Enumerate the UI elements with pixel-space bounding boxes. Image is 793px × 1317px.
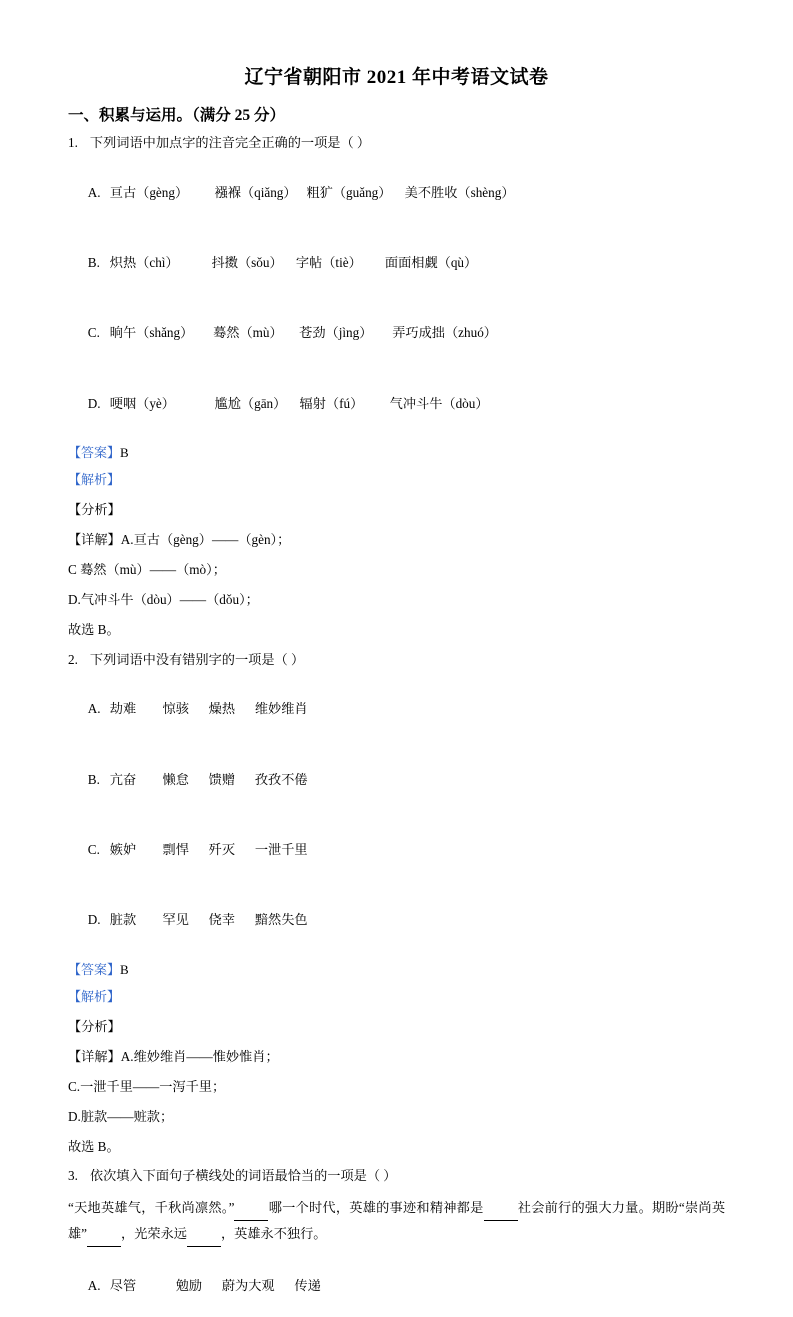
option-label: A.: [87, 184, 101, 200]
passage-part: ，英雄永不独行。: [220, 1225, 327, 1241]
option-label: D.: [87, 395, 101, 411]
option-row: [68, 301, 725, 364]
question-1-detail-line: 故选 B。: [68, 622, 120, 638]
question-1-options: [68, 160, 725, 435]
question-2-stem: [68, 650, 725, 670]
passage-part: “天地英雄气，千秋尚凛然。”: [68, 1199, 235, 1215]
option-text: 尽管 勉励 蔚为大观 传递: [109, 1277, 321, 1293]
option-row: [68, 1254, 725, 1317]
option-label: B.: [87, 254, 100, 270]
question-2-options: [68, 677, 725, 952]
option-row: [68, 372, 725, 435]
question-3-text: 依次填入下面句子横线处的词语最恰当的一项是（ ）: [89, 1168, 397, 1184]
option-text: 晌午（shǎng） 蓦然（mù） 苍劲（jìng） 弄巧成拙（zhuó）: [109, 325, 497, 341]
section-heading: 一、积累与运用。（满分 25 分）: [68, 107, 286, 124]
option-label: D.: [87, 912, 101, 928]
answer-tag: 【答案】: [68, 444, 121, 460]
question-2-fenxi-tag: 【分析】: [68, 1018, 121, 1034]
question-3-stem: [68, 1166, 725, 1186]
question-1-text: 下列词语中加点字的注音完全正确的一项是（ ）: [89, 135, 371, 150]
option-row: [68, 818, 725, 881]
question-3-options: [68, 1254, 725, 1317]
passage-part: ，光荣永远: [121, 1225, 187, 1241]
answer-tag: 【答案】: [68, 961, 121, 977]
blank-line: [187, 1221, 221, 1247]
question-1-answer: [68, 443, 725, 463]
answer-value: B: [120, 961, 129, 977]
question-1-number: 1.: [68, 135, 78, 150]
option-text: 劫难 惊骇 燥热 维妙维肖: [109, 701, 308, 717]
question-2-detail-line: 故选 B。: [68, 1139, 120, 1155]
question-1-fenxi-tag: 【分析】: [68, 501, 121, 517]
passage-part: 哪一个时代，英雄的事迹和精神都是: [268, 1199, 484, 1215]
option-row: [68, 888, 725, 951]
question-2-detail-line: C.一泄千里——一泻千里；: [68, 1078, 226, 1094]
question-3-passage: [68, 1195, 725, 1247]
option-label: B.: [87, 771, 100, 787]
option-row: [68, 160, 725, 223]
question-1-stem: [68, 133, 725, 153]
blank-line: [87, 1221, 121, 1247]
passage-part: 盼“崇尚英雄”: [68, 1199, 726, 1241]
blank-line: [234, 1195, 268, 1221]
page-title: 辽宁省朝阳市 2021 年中考语文试卷: [244, 67, 549, 88]
option-row: [68, 231, 725, 294]
question-2-analysis-tag: 【解析】: [68, 989, 121, 1005]
passage-part: 社会前行的强大力量。期: [517, 1199, 666, 1215]
question-1-detail-line: D.气冲斗牛（dòu）——（dǒu）；: [68, 592, 259, 608]
option-label: C.: [87, 325, 100, 341]
option-text: 嫉妒 剽悍 歼灭 一泄千里: [109, 841, 308, 857]
option-row: [68, 747, 725, 810]
question-3-number: 3.: [68, 1168, 78, 1184]
question-2-number: 2.: [68, 651, 78, 667]
option-text: 炽热（chì） 抖擞（sǒu） 字帖（tiè） 面面相觑（qù）: [109, 254, 478, 270]
option-label: A.: [87, 1277, 101, 1293]
question-1-analysis-tag: 【解析】: [68, 472, 121, 488]
question-2-answer: [68, 960, 725, 980]
option-label: A.: [87, 701, 101, 717]
blank-line: [484, 1195, 518, 1221]
option-row: [68, 677, 725, 740]
question-2-text: 下列词语中没有错别字的一项是（ ）: [89, 651, 305, 667]
option-text: 哽咽（yè） 尴尬（gān） 辐射（fú） 气冲斗牛（dòu）: [109, 395, 489, 411]
question-1-detail-line: C 蓦然（mù）——（mò）；: [68, 562, 226, 578]
option-text: 亘古（gèng） 襁褓（qiǎng） 粗犷（guǎng） 美不胜收（shèng）: [109, 184, 515, 200]
question-2-detail-line: 【详解】A.维妙维肖——惟妙惟肖；: [68, 1048, 279, 1064]
question-1-detail-line: 【详解】A.亘古（gèng）——（gèn）；: [68, 532, 291, 548]
answer-value: B: [120, 444, 129, 460]
option-label: C.: [87, 841, 100, 857]
option-text: 亢奋 懒怠 馈赠 孜孜不倦: [109, 771, 308, 787]
question-2-detail-line: D.脏款——赃款；: [68, 1108, 174, 1124]
option-text: 脏款 罕见 侥幸 黯然失色: [109, 912, 308, 928]
